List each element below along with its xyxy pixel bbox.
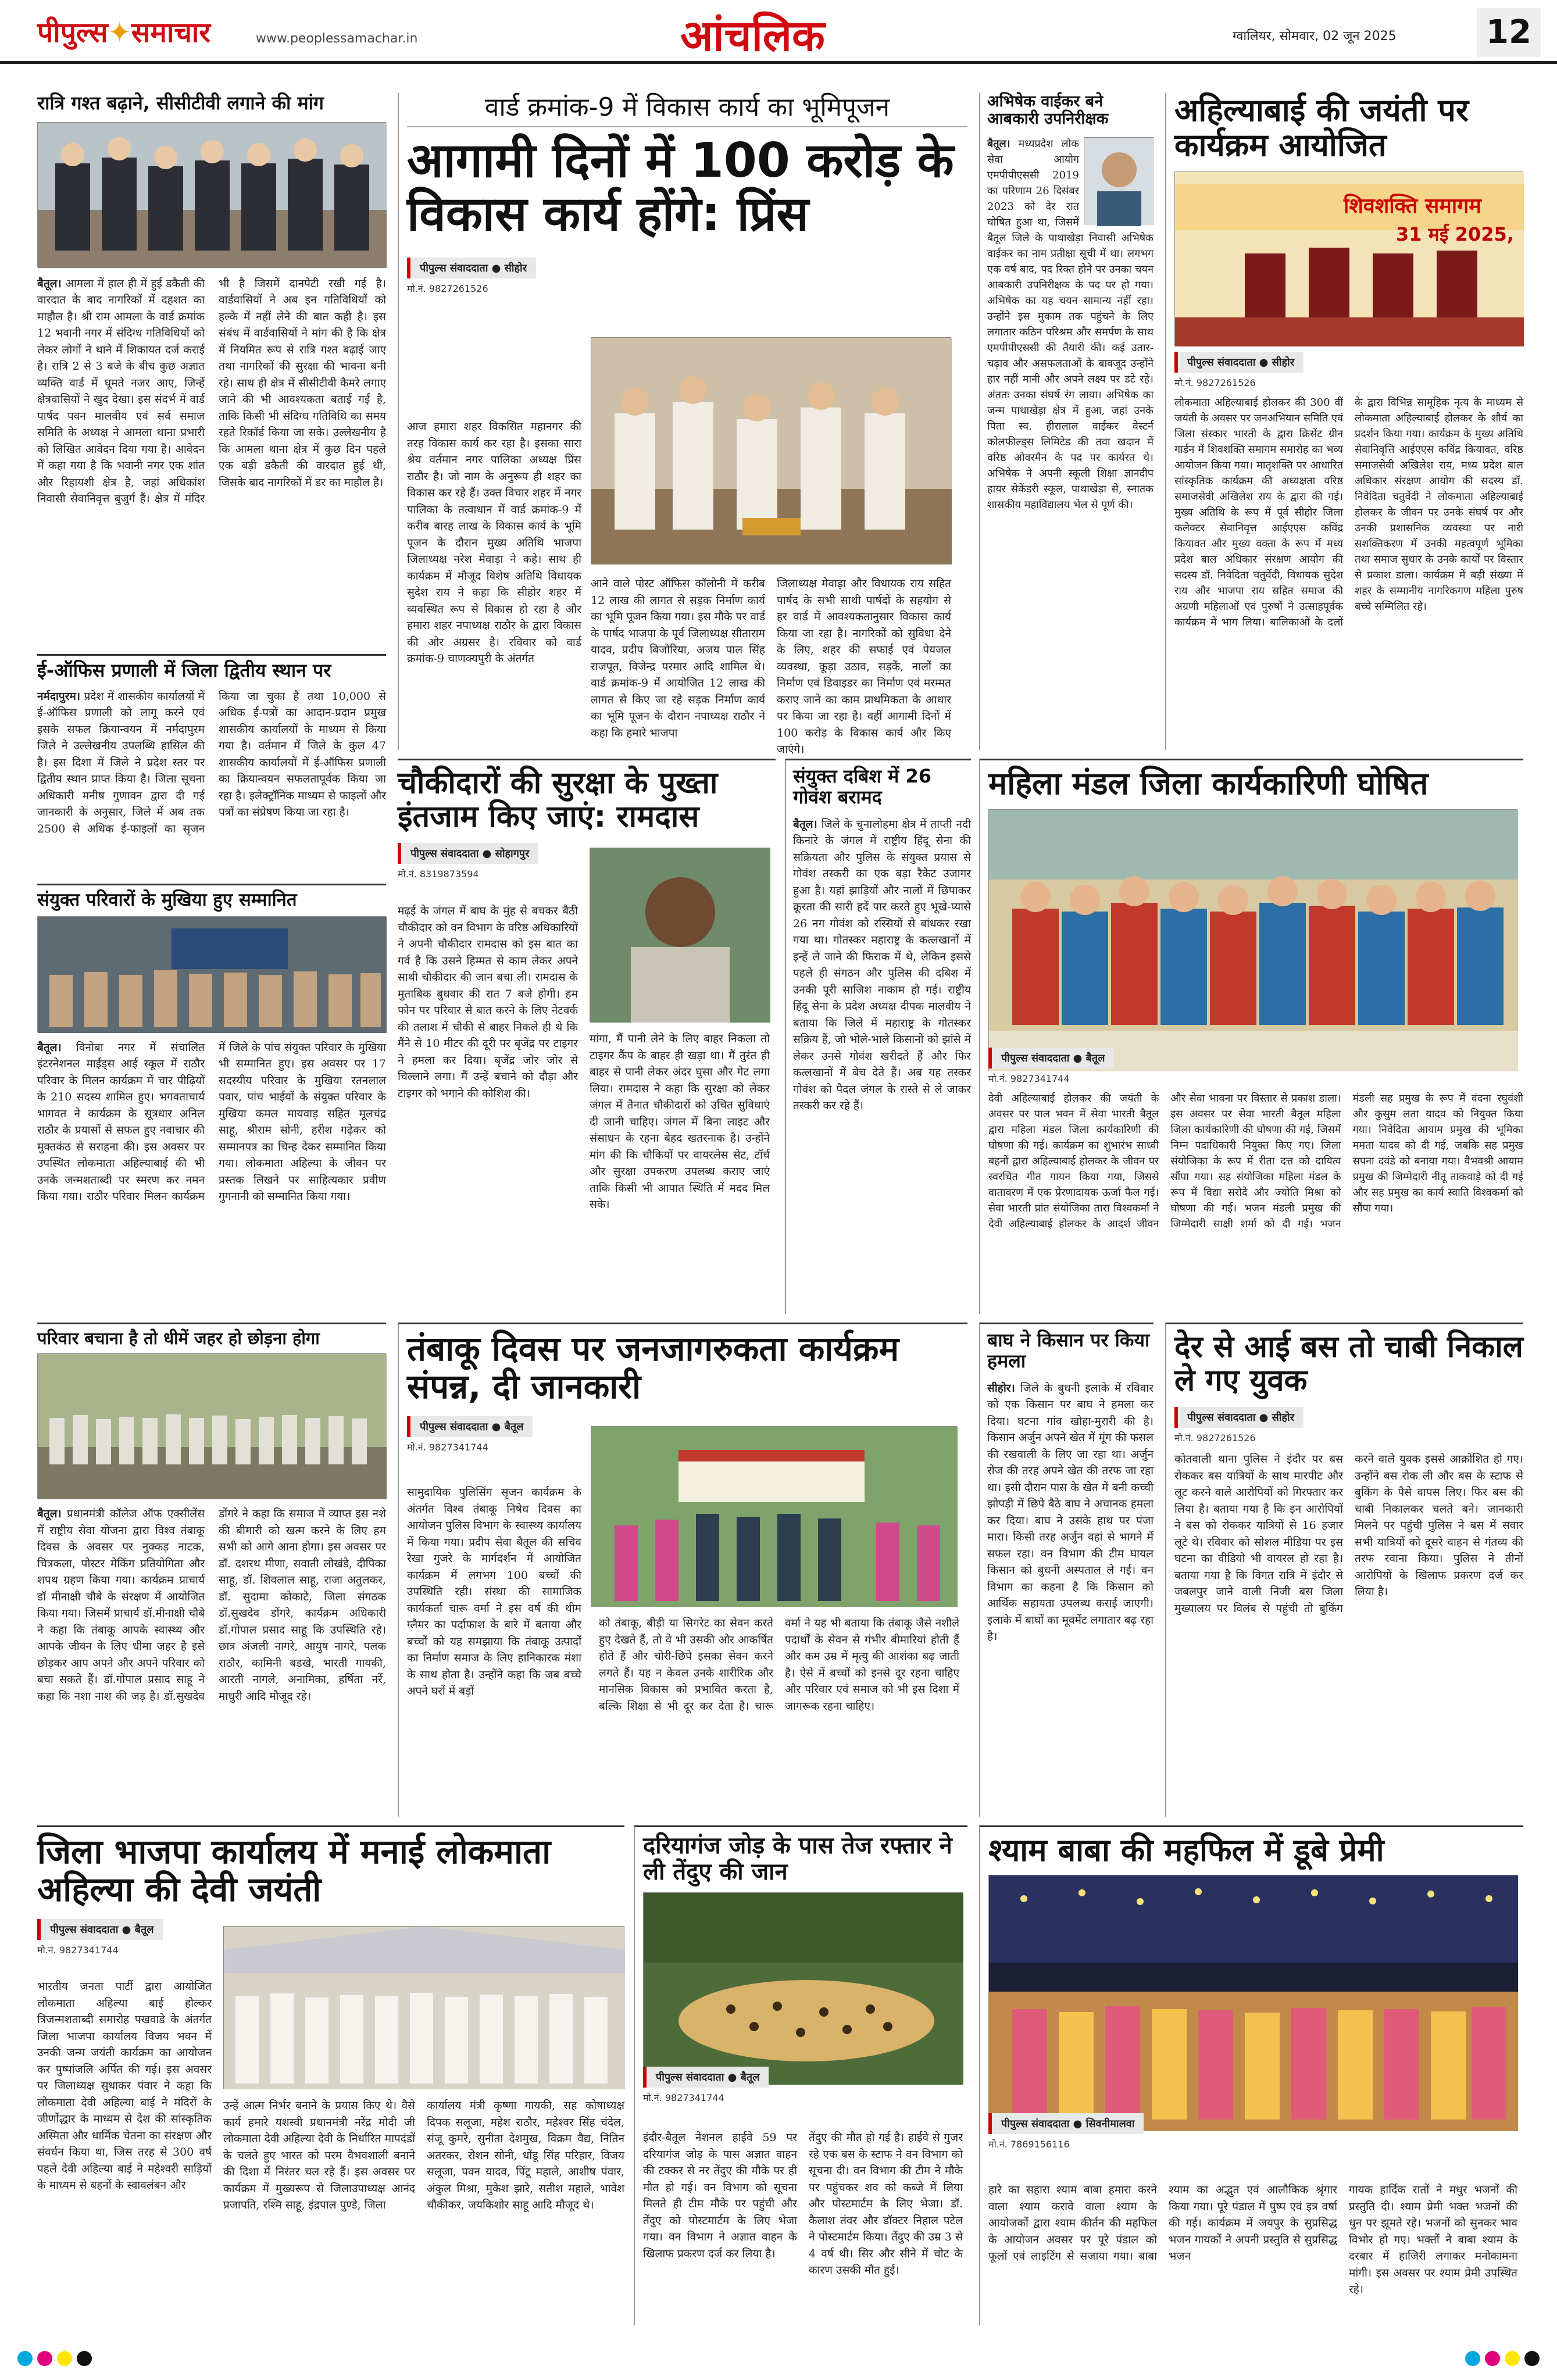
dateline-place: बैतूल। xyxy=(793,817,817,831)
headline: संयुक्त दबिश में 26 गोवंश बरामद xyxy=(793,765,931,808)
story-tiger-attack xyxy=(979,1323,1154,1817)
dateline-place: नर्मदापुरम। xyxy=(37,689,81,703)
mobile-number: मो.नं. 9827341744 xyxy=(643,2092,724,2103)
story-excise-inspector xyxy=(979,93,1154,750)
article-body: प्रदेश में शासकीय कार्यालयों में ई-ऑफिस प्रणाली को लागू करने एवं इसके सफल क्रियान्वयन में नर्मदापुरम जिले ने उल्लेखनीय उपलब्धि हासिल की है। इस दिशा में जिले ने प्रदेश स्तर पर द्वितीय स्थान प्राप्त किया है। जिला सूचना अधिकारी मनीष गुणावन द्वारा दी गई जानकारी के अनुसार, जिले में अब तक 2500 से अधिक ई-फाइलों का सृजन किया जा चुका है तथा 10,000 से अधिक ई-पत्रों का आदान-प्रदान प्रमुख शासकीय कार्यालयों के माध्यम से किया गया है। वर्तमान में जिले के कुल 47 शासकीय कार्यालयों में ई-ऑफिस प्रणाली का क्रियान्वयन सफलतापूर्वक किया जा रहा है। इलेक्ट्रॉनिक माध्यम से फाइलों और पत्रों का संप्रेषण किया जा रहा है। xyxy=(37,689,386,835)
article-text xyxy=(793,816,971,1293)
photo-awareness-rally xyxy=(591,1426,957,1606)
headline: संयुक्त परिवारों के मुखिया हुए सम्मानित xyxy=(37,889,297,910)
photo-family-reunion xyxy=(37,916,386,1032)
photo-bjp-office xyxy=(223,1926,624,2089)
article-body: प्रधानमंत्री कॉलेज ऑफ एक्सीलेंस में राष्ट्रीय सेवा योजना द्वारा विश्व तंबाकू दिवस के अवसर पर नुक्कड़ नाटक, चित्रकला, पोस्टर मेकिंग प्रतियोगिता और शपथ ग्रहण किया गया। कार्यक्रम प्राचार्य डॉ मीनाक्षी चौबे के संरक्षण में आयोजित किया गया। जिसमें प्राचार्य डॉ.मीनाक्षी चौबे ने कहा कि तंबाकू आपके स्वास्थ्य और आपके जीवन के लिए धीमा जहर है इसे छोड़कर आप अपने और अपने परिवार को बचा सकते हैं। डॉ.गोपाल प्रसाद साहू ने कहा कि नशा नाश की जड़ है। डॉ.सुखदेव डोंगरे ने कहा कि समाज में व्याप्त इस नशे की बीमारी को खत्म करने के लिए हम सभी को आगे आना होगा। इस अवसर पर डॉ. दशरथ मीणा, सवाती लोखंडे, दीपिका साहू, डॉ. शिवलाल साहू, राजा अतुलकर, डॉ. सुदामा कोकाटे, जिला संगठक डॉ.सुखदेव डोंगरे, कार्यक्रम अधिकारी डॉ.गोपाल प्रसाद साहू कि उपस्थिति रहे। छात्र अंजली नागरे, आयुष नागरे, पलक राठौर, कामिनी बडखे, भारती गायकी, आरती नागले, अनामिका, हर्षिता नर्रे, माधुरी आदि मौजूद रहे। xyxy=(37,1507,386,1703)
dateline: ग्वालियर, सोमवार, 02 जून 2025 xyxy=(1233,29,1397,44)
byline-block xyxy=(1174,1407,1349,1444)
article-col-1: आज हमारा शहर विकसित महानगर की तरह विकास कार्य कर रहा है। इसका सारा श्रेय वर्तमान नगर पालिका अध्यक्ष प्रिंस राठौर है। जो नाम के अनुरूप ही शहर का विकास कर रहे हैं। उक्त विचार शहर में नगर पालिका के तत्वाधान में वार्ड क्रमांक-9 में करीब बारह लाख के विकास कार्य के भूमि पूजन के दौरान मुख्य अतिथि भाजपा जिलाध्यक्ष नरेश मेवाड़ा ने कहे। साथ ही कार्यक्रम में मौजूद विशेष अतिथि विधायक सुदेश राय ने कहा कि सीहोर शहर में व्यवस्थित रूप से विकास हो रहा है और हमारा शहर नपाध्यक्ष राठौर के द्वारा विकास की ओर अग्रसर है। रविवार को वार्ड क्रमांक-9 चाणक्यपुरी के अंतर्गत xyxy=(407,420,581,665)
article-text: कोतवाली थाना पुलिस ने इंदौर पर बस रोककर बस यात्रियों के साथ मारपीट और लूट करने वाले आरोपियों को गिरफ्तार कर लिया है। बताया गया है कि इन आरोपियों ने बस को रोककर यात्रियों से 16 हजार लूटे थे। रविवार को सोशल मीडिया पर इस घटना का वीडियो भी वायरल हो रहा है। बताया गया है कि विगत रात्रि में इंदौर से जबलपुर जाने वाली निजी बस जिला मुख्यालय पर विलंब से पहुंची तो बुकिंग करने वाले युवक इससे आक्रोशित हो गए। उन्होंने बस रोक ली और बस के स्टाफ से बुकिंग के पैसे वापस लिए। फिर बस की चाबी निकालकर चलते बने। जानकारी मिलने पर पहुंची पुलिस ने बस में सवार सभी यात्रियों को दूसरे वाहन से गंतव्य की तरफ रवाना किया। पुलिस ने तीनों आरोपियों के खिलाफ प्रकरण दर्ज कर लिया है। xyxy=(1174,1453,1523,1615)
dateline-place: बैतूल। xyxy=(987,138,1010,151)
mobile-number: मो.नं. 9827261526 xyxy=(1174,377,1256,388)
article-columns xyxy=(643,2129,963,2321)
headline: अहिल्याबाई की जयंती पर कार्यक्रम आयोजित xyxy=(1174,92,1469,164)
story-joint-families xyxy=(37,884,386,1314)
article-body: विनोबा नगर में संचालित इंटरनेशनल माईंड्स आई स्कूल में राठौर परिवार के मिलन कार्यक्रम में चार पीढ़ियों के 210 सदस्य शामिल हुए। भगवताचार्य भागवत ने कार्यक्रम के सूत्रधार अनिल राठौर के प्रयासों से सफल हुए नवाचार की मुक्तकंठ से सराहना की। इस अवसर पर उपस्थित लोकमाता अहिल्याबाई की भी उनके जन्मशताब्दी पर स्मरण कर नमन किया गया। राठौर परिवार मिलन कार्यक्रम में जिले के पांच संयुक्त परिवार के मुखिया भी सम्मानित हुए। इस अवसर पर 17 सदस्यीय परिवार के मुखिया रतनलाल पवार, पांच भाईयों के संयुक्त परिवार के मुखिया कमल मायवाड़ सहित मूलचंद्र साहू, श्रीराम सोनी, हरीश गढ़ेकर को सम्मानपत्र का चिन्ह देकर सम्मानित किया गया। लोकमाता अहिल्या के जीवन पर प्रस्तक लिखने पर साहित्यकार प्रवीण गुगनानी को सम्मानित किया गया। xyxy=(37,1041,386,1203)
registration-dot-cyan-right xyxy=(1465,2351,1480,2366)
headline: परिवार बचाना है तो धीमें जहर हो छोड़ना होगा xyxy=(37,1328,320,1348)
headline: देर से आई बस तो चाबी निकाल ले गए युवक xyxy=(1174,1330,1523,1399)
headline: आगामी दिनों में 100 करोड़ के विकास कार्य होंगे: प्रिंस xyxy=(407,133,954,242)
mobile-number: मो.नं. 7869156116 xyxy=(988,2139,1070,2150)
photo-abhishek xyxy=(1084,137,1154,224)
byline: पीपुल्स संवाददाता ● बैतूल xyxy=(37,1919,163,1940)
story-night-patrol xyxy=(37,93,386,645)
photo-banner-text: शिवशक्ति समागम xyxy=(1344,194,1481,218)
byline: पीपुल्स संवाददाता ● सोहागपुर xyxy=(398,843,538,864)
registration-dot-magenta-right xyxy=(1485,2351,1500,2366)
headline: चौकीदारों की सुरक्षा के पुख्ता इंतजाम किए जाएं: रामदास xyxy=(398,766,718,835)
byline: पीपुल्स संवाददाता ● सीहोर xyxy=(407,258,536,278)
story-watchmen-safety xyxy=(398,759,776,1314)
article-body: आमला में हाल ही में हुई डकैती की वारदात के बाद नागरिकों में दहशत का माहौल है। श्री राम आमला के वार्ड क्रमांक 12 भवानी नगर में संदिग्ध गतिविधियों को लेकर लोगों ने थाने में शिकायत दर्ज कराई है। रात्रि 2 से 3 बजे के बीच कुछ अज्ञात व्यक्ति वार्ड में घूमते नजर आए, जिन्हें क्षेत्रवासियों ने खुद देखा। इस संदर्भ में वार्ड पार्षद पवन मालवीय एवं सर्व समाज समिति के अध्यक्ष ने आमला थाना प्रभारी को लिखित आवेदन दिया गया है। आवेदन में कहा गया है कि भवानी नगर एक शांत और रिहायशी क्षेत्र है, जहां अधिकांश निवासी सेवानिवृत्त बुजुर्ग हैं। क्षेत्र में मंदिर भी है जिसमें दानपेटी रखी गई है। वार्डवासियों ने अब इन गतिविधियों को हल्के में नहीं लेने की बात कही है। इस संबंध में वार्डवासियों ने मांग की है कि क्षेत्र में नियमित रूप से रात्रि गश्त बढ़ाई जाए तथा नागरिकों की सुरक्षा की भावना बनी रहे। साथ ही क्षेत्र में सीसीटीवी कैमरे लगाए जाने की भी आवश्यकता बताई गई है, ताकि किसी भी संदिग्ध गतिविधि का समय रहते रिकॉर्ड किया जा सके। उल्लेखनीय है कि आमला थाना क्षेत्र में कुछ दिन पहले एक बड़ी डकैती की वारदात हुई थी, जिसके बाद नागरिकों में डर का माहौल है। xyxy=(37,277,386,506)
mobile-number: मो.नं. 8319873594 xyxy=(398,869,479,880)
registration-dot-black-right xyxy=(1524,2351,1540,2366)
mobile-number: मो.नं. 9827261526 xyxy=(407,283,488,294)
photo-petition xyxy=(37,122,386,267)
article-text xyxy=(37,1039,386,1313)
registration-dot-black xyxy=(77,2351,92,2366)
article-col-1: भारतीय जनता पार्टी द्वारा आयोजित लोकमाता अहिल्या बाई होल्कर त्रिजन्मशताब्दी समारोह पखवाडे के अंतर्गत जिला भाजपा कार्यालय विजय भवन में उनकी जन्म जयंती कार्यक्रम का आयोजन कर पुष्पांजलि अर्पित की गई। इस अवसर पर जिलाध्यक्ष सुधाकर पंवार ने कहा कि लोकमाता देवी अहिल्या बाई ने मंदिरों के जीर्णोद्धार के माध्यम से देश की सांस्कृतिक अस्मिता और धार्मिक चेतना का संरक्षण और संवर्धन किया था, जिस तरह से 300 वर्ष पहले देवी अहिल्या बाई ने महेश्वरी साड़ियों के माध्यम से बहनों के स्वावलंबन और xyxy=(37,1980,212,2192)
registration-dot-magenta xyxy=(37,2351,52,2366)
photo-banner-date: 31 मई 2025, xyxy=(1396,223,1514,245)
headline: रात्रि गश्त बढ़ाने, सीसीटीवी लगाने की मांग xyxy=(37,92,324,114)
byline: पीपुल्स संवाददाता ● सीहोर xyxy=(1174,1407,1304,1428)
logo-right: समाचार xyxy=(131,16,210,49)
story-bjp-office-jayanti xyxy=(37,1825,624,2325)
headline: जिला भाजपा कार्यालय में मनाई लोकमाता अहिल्या की देवी जयंती xyxy=(37,1832,551,1909)
byline: पीपुल्स संवाददाता ● बैतूल xyxy=(643,2067,769,2088)
byline-block xyxy=(1174,352,1349,389)
article-col-2: गायक हार्दिक रातों ने मधुर भजनों की प्रस्तुति दी। श्याम प्रेमी भक्त भजनों की धुन पर झूमते रहे। भजनों को सुनकर भाव विभोर हो गए। भक्तों ने बाबा श्याम के दरबार में हाजिरी लगाकर मनोकामना मांगी। इस अवसर पर श्याम प्रेमी उपस्थित रहे। xyxy=(1349,2184,1517,2296)
headline: ई-ऑफिस प्रणाली में जिला द्वितीय स्थान पर xyxy=(37,659,331,681)
byline-block xyxy=(988,2113,1163,2150)
byline: पीपुल्स संवाददाता ● सीहोर xyxy=(1174,352,1304,373)
mobile-number: मो.नं. 9827341744 xyxy=(37,1944,119,1956)
byline: पीपुल्स संवाददाता ● सिवनीमालवा xyxy=(988,2113,1144,2134)
byline: पीपुल्स संवाददाता ● बैतूल xyxy=(988,1048,1114,1069)
article-col-1: सामुदायिक पुलिसिंग सृजन कार्यक्रम के अंतर्गत विश्व तंबाकू निषेध दिवस का आयोजन पुलिस विभाग के स्वास्थ्य कार्यालय में किया गया। प्रदीप सेवा बैतूल की सचिव रेखा गुजरे के मार्गदर्शन में आयोजित कार्यक्रम में लगभग 100 बच्चों की उपस्थिति रही। संस्था की सामाजिक कार्यकर्ता चारू वर्मा ने इस वर्ष की थीम ग्लैमर का पर्दाफाश के बारे में बताया और बच्चों को यह समझाया कि तंबाकू उत्पादों का निर्माण समाज के लिए हानिकारक मंशा के साथ होता है। उन्होंने कहा कि जब बच्चे अपने घरों में बड़ों xyxy=(407,1486,581,1698)
dateline-place: बैतूल। xyxy=(37,1507,62,1521)
article-col-2: उन्हें आत्म निर्भर बनाने के प्रयास किए थे। वैसे कार्य हमारे यशस्वी प्रधानमंत्री नरेंद्र मोदी जी लोकमाता देवी अहिल्या देवी के निर्धारित मापदंडों के चलते हुए भारत को परम वैभवशाली बनाने की दिशा में निरंतर चल रहे हैं। इस अवसर पर कार्यक्रम में मुख्यरूप से जिलाउपाध्यक्ष आनंद प्रजापति, रश्मि साहू, इंद्रपाल पुण्डे, जिला xyxy=(223,2099,415,2211)
article-body: जिले के चुनालोहमा क्षेत्र में ताप्ती नदी किनारे के जंगल में राष्ट्रीय हिंदू सेना की सक्रियता और पुलिस के संयुक्त प्रयास से गोवंश तस्करी का एक बड़ा रैकेट उजागर हुआ है। यहां झाड़ियों और नालों में छिपाकर क्रूरता की सारी हदें पार करते हुए भूखे-प्यासे 26 नग गोवंश को रस्सियों से बांधकर रखा गया था। गोतस्कर महाराष्ट्र के कत्लखानों में इन्हें ले जाने की फिराक में थे, लेकिन इससे पहले ही संगठन और पुलिस की दबिश में उनकी पूरी साजिश नाकाम हो गई। राष्ट्रीय हिंदू सेना के प्रदेश अध्यक्ष दीपक मालवीय ने बताया कि जिले में महाराष्ट्र के गोतस्कर सक्रिय हैं, जो भोले-भाले किसानों को झांसे में लेकर उनसे गोवंश खरीदते हैं और फिर कत्लखानों में बेच देते हैं। अब यह तस्कर गोवंश को पैदल जंगल के रास्ते से ले जाकर तस्करी कर रहे हैं। xyxy=(793,817,971,1113)
byline-block xyxy=(407,258,581,295)
byline-block xyxy=(37,1919,212,1956)
photo-shivshakti-samagam xyxy=(1174,171,1523,346)
mobile-number: मो.नं. 9827341744 xyxy=(988,1073,1070,1085)
article-col-1: मढ़ई के जंगल में बाघ के मुंह से बचकर बैठी चौकीदार को वन विभाग के वरिष्ठ अधिकारियों ने अपनी चौकीदार रामदास को इस बात का गर्व है कि उसने हिम्मत से काम लेकर अपने साथी चौकीदार की जान बचा ली। रामदास के मुताबिक बुधवार की रात 7 बजे होगी। हम फोन पर परिवार से बात करने के लिए नेटवर्क की तलाश में चौकी से बाहर निकले ही थे कि मैंने से 10 मीटर की दूरी पर बृजेंद्र पर टाइगर ने हमला कर दिया। बृजेंद्र जोर जोर से चिल्लाने लगा। मैं उन्हें बचाने को दौड़ा और टाइगर को भगाने की कोशिश की। xyxy=(398,905,578,1100)
article-text xyxy=(37,1506,386,1802)
headline: दरियागंज जोड़ के पास तेज रफ्तार ने ली तेंदुए की जान xyxy=(643,1832,952,1885)
photo-bhajan-gathering xyxy=(988,1875,1517,2131)
byline-block xyxy=(988,1048,1163,1085)
logo-left: पीपुल्स xyxy=(37,16,108,49)
article-col-2: मांगा, मैं पानी लेने के लिए बाहर निकला तो टाइगर कैंप के बाहर ही खड़ा था। मैं तुरंत ही बाहर से पानी लेकर अंदर घुसा और गेट लगा लिया। रामदास ने कहा कि सुरक्षा को लेकर जंगल में तैनात चौकीदारों को उचित सुविधाएं दी जानी चाहिए। जंगल में बिना लाइट और संसाधन के रहना बेहद खतरनाक है। उन्होंने मांग की कि चौकियों पर वायरलेस सेट, टॉर्च और सुरक्षा उपकरण उपलब्ध कराए जाएं ताकि किसी भी आपात स्थिति में मदद मिल सके। xyxy=(590,1032,770,1211)
page-number: 12 xyxy=(1477,8,1541,57)
headline: महिला मंडल जिला कार्यकारिणी घोषित xyxy=(988,765,1429,802)
article-col-2: तेंदुए की मौत हो गई है। हाईवे से गुजर रहे एक बस के स्टाफ ने वन विभाग को सूचना दी। वन विभाग की टीम ने मौके पर पहुंचकर शव को कब्जे में लिया और पोस्टमार्टम के लिए भेजा। डॉ. कैलाश तंवर और डॉक्टर निहाल पटेल ने पोस्टमार्टम किया। तेंदुए की उम्र 3 से 4 वर्ष थी। सिर और सीने में चोट के कारण उसकी मौत हुई। xyxy=(809,2131,963,2277)
dateline-place: सीहोर। xyxy=(987,1381,1015,1395)
article-columns xyxy=(988,2182,1517,2321)
story-ahilyabai-jayanti xyxy=(1165,93,1523,750)
article-col-1: इंदौर-बैतूल नेशनल हाईवे 59 पर दरियागंज जोड़ के पास अज्ञात वाहन की टक्कर से नर तेंदुए की मौके पर ही मौत हो गई। वन विभाग को सूचना मिलते ही टीम मौके पर पहुंची और तेंदुए को पोस्टमार्टम के लिए भेजा गया। वन विभाग ने अज्ञात वाहन के खिलाफ प्रकरण दर्ज कर लिया है। xyxy=(643,2131,797,2260)
photo-bhoomi-pujan xyxy=(591,337,951,564)
dateline-place: बैतूल। xyxy=(37,1041,62,1054)
story-development-works xyxy=(398,92,967,756)
byline-block xyxy=(643,2067,817,2104)
kicker: वार्ड क्रमांक-9 में विकास कार्य का भूमिपूजन xyxy=(407,93,967,127)
dateline-place: बैतूल। xyxy=(37,277,62,290)
article-body: जिले के बुधनी इलाके में रविवार को एक किसान पर बाघ ने हमला कर दिया। घटना गांव खोहा-मुरारी की है। किसान अर्जुन अपने खेत में मूंग की फसल की रखवाली के लिए जा रहा था। अर्जुन रोज की तरह अपने खेत की तरफ जा रहा था। इसी दौरान पास के खेत में बनी कच्ची झोपड़ी में छिपे बैठे बाघ ने अचानक हमला कर दिया। बाघ ने उसके हाथ पर पंजा मारा। किसी तरह अर्जुन वहां से भागने में सफल रहा। वन विभाग की टीम घायल किसान को बुधनी अस्पताल ले गई। वन विभाग का कहना है कि किसान को आर्थिक सहायता उपलब्ध कराई जाएगी। इलाके में बाघों का मूवमेंट लगातार बढ़ रहा है। xyxy=(987,1381,1154,1643)
story-shyam-baba xyxy=(979,1825,1523,2325)
story-cattle-rescue xyxy=(785,759,971,1314)
registration-marks xyxy=(0,2349,1557,2372)
photo-watchman-ramdas xyxy=(590,848,770,1022)
photo-mahila-mandal-group xyxy=(988,809,1517,1071)
byline-block xyxy=(407,1416,581,1453)
mobile-number: मो.नं. 9827341744 xyxy=(407,1441,488,1453)
article-col-1: हारे का सहारा श्याम बाबा हमारा करने वाला श्याम करावे वाला श्याम के आयोजकों द्वारा श्याम कीर्तन की महफिल के आयोजन अवसर पर पूरे पंडाल को फूलों एवं लाइटिंग से सजाया गया। बाबा श्याम का अद्भुत एवं आलौकिक श्रृंगार किया गया। पूरे पंडाल में पुष्प एवं इत्र वर्षा की गई। कार्यक्रम में जयपुर के सुप्रसिद्ध भजन गायकों ने अपनी प्रस्तुति से सुप्रसिद्ध भजन xyxy=(988,2184,1337,2263)
article-text xyxy=(987,1380,1154,1799)
article-col-2: को तंबाकू, बीड़ी या सिगरेट का सेवन करते हुए देखते हैं, तो वे भी उसकी ओर आकर्षित होते हैं और चोरी-छिपे इसका सेवन करने लगते हैं। यह न केवल उनके शारीरिक और मानसिक विकास को प्रभावित करता है, बल्कि शिक्षा से भी दूर कर देता है। चारू वर्मा ने यह भी बताया कि तंबाकू जैसे नशीले पदार्थों के सेवन से गंभीर बीमारियां होती हैं और कम उम्र में मृत्यु की आशंका बढ़ जाती है। ऐसे में बच्चों को इनसे दूर रहना चाहिए और परिवार एवं समाज को भी इस दिशा में जागरूक रहना चाहिए। xyxy=(599,1617,959,1713)
story-tobacco-slow-poison xyxy=(37,1323,386,1817)
headline: अभिषेक वाईकर बने आबकारी उपनिरीक्षक xyxy=(987,92,1109,128)
article-text xyxy=(37,276,386,653)
article-text: देवी अहिल्याबाई होलकर की जयंती के अवसर पर पाल भवन में सेवा भारती बैतूल द्वारा महिला मंडल जिला कार्यकारिणी की घोषणा की गई। कार्यक्रम का शुभारंभ साध्वी बहनों द्वारा अहिल्याबाई होलकर के जीवन पर स्वरचित गीत गायन किया गया, जिससे वातावरण में एक प्रेरणादायक ऊर्जा फैल गई। सेवा भारती प्रांत संयोजिका तारा विश्वकर्मा ने देवी अहिल्याबाई होलकर के आदर्श जीवन और सेवा भावना पर विस्तार से प्रकाश डाला। इस अवसर पर सेवा भारती बैतूल महिला जिला कार्यकारिणी की घोषणा की गई, जिसमें निम्न पदाधिकारी नियुक्त किए गए। जिला संयोजिका के रूप में रीता दत्त को दायित्व सौंपा गया। सह संयोजिका महिला मंडल के रूप में विद्या सरोदे और ज्योति मिश्रा को घोषणा की गई। भजन मंडली प्रमुख की जिम्मेदारी साक्षी शर्मा को दी गई। भजन मंडली सह प्रमुख के रूप में वंदना रघुवंशी और कुसुम लता यादव को नियुक्त किया गया। निवेदिता आयाम प्रमुख की भूमिका ममता यादव को दी गई, जबकि सह प्रमुख सपना दवंडे को बनाया गया। वैभवश्री आयाम प्रमुख की जिम्मेदारी नीतू ताकवाड़े को दी गई और सह प्रमुख का कार्य स्वाति विश्वकर्मा को सौंपा गया। xyxy=(988,1092,1523,1231)
headline: तंबाकू दिवस पर जनजागरुकता कार्यक्रम संपन्न, दी जानकारी xyxy=(407,1329,899,1406)
byline-block xyxy=(398,843,572,880)
headline: बाघ ने किसान पर किया हमला xyxy=(987,1329,1150,1372)
registration-dot-yellow-right xyxy=(1505,2351,1520,2366)
article-col-2: आने वाले पोस्ट ऑफिस कॉलोनी में करीब 12 लाख की लागत से सड़क निर्माण कार्य का भूमि पूजन किया गया। इस मौके पर वार्ड के पार्षद भाजपा के पूर्व जिलाध्यक्ष सीताराम यादव, प्रदीप बिजोरिया, अजय पाल सिंह राजपूत, विजेन्द्र परमार आदि शामिल थे। वार्ड क्रमांक-9 में आयोजित 12 लाख की लागत से किए जा रहे सड़क निर्माण कार्य का भूमि पूजन के दौरान नपाध्यक्ष राठौर ने कहा कि हमारे भाजपा xyxy=(591,577,765,739)
article-col-3: जिलाध्यक्ष मेवाड़ा और विधायक राय सहित पार्षद के सभी साथी पार्षदों के सहयोग से हर वार्ड में आवश्यकतानुसार विकास कार्य किया जा रहा है। नागरिकों को सुविधा देने के लिए, शहर की सफाई एवं पेयजल व्यवस्था, कूड़ा उठाव, सड़कें, नालों का निर्माण एवं डिवाइडर का निर्माण एवं मरम्मत कराए जाने का काम प्राथमिकता के आधार पर किया जा रहा है। वहीं आगामी दिनों में 100 करोड़ के विकास कार्य और किए जाएंगे। xyxy=(777,577,951,756)
registration-dot-cyan xyxy=(17,2351,33,2366)
story-bus-keys xyxy=(1165,1323,1523,1817)
story-e-office xyxy=(37,654,386,869)
byline: पीपुल्स संवाददाता ● बैतूल xyxy=(407,1416,533,1437)
mobile-number: मो.नं. 9827261526 xyxy=(1174,1432,1256,1444)
article-col-3: कार्यालय मंत्री कृष्णा गायकी, सह कोषाध्यक्ष दिपक सलूजा, महेश राठौर, महेश्वर सिंह चंदेल, संजू कुमरे, सुनीता देशमुख, विक्रम वैद्य, नितिन अतरकर, रोशन सोनी, धोंडू सिंह परिहार, विजय सलूजा, पवन यादव, पिंटू महाले, आशीष पंवार, अंकुल मिश्रा, मुकेश झारे, सतीश महाले, भावेश चौकीकर, जयकिशोर साहू आदि मौजूद थे। xyxy=(427,2099,624,2211)
article-text: लोकमाता अहिल्याबाई होलकर की 300 वीं जयंती के अवसर पर जनअभियान समिति एवं जिला संस्कार भारती के द्वारा क्रिसेंट ग्रीन गार्डन में शिवशक्ति समागम समारोह का भव्य आयोजन किया गया। मातृशक्ति पर आधारित सांस्कृतिक कार्यक्रम की अध्यक्षता वरिष्ठ समाजसेवी अखिलेश राय के द्वारा की गई। मुख्य अतिथि के रूप में पूर्व सीहोर जिला कलेक्टर सेवानिवृत्त आईएएस कविंद्र कियावत और मुख्य वक्ता के रूप में मध्य प्रदेश बाल अधिकार संरक्षण आयोग की सदस्य डॉ. निवेदिता चतुर्वेदी, विधायक सुदेश राय और भाजपा राय सहित समाज की अग्रणी महिलाओं एवं पुरुषों ने उत्साहपूर्वक कार्यक्रम में भाग लिया। बालिकाओं के दलों के द्वारा विभिन्न सामूहिक नृत्य के माध्यम से लोकमाता अहिल्याबाई होलकर के शौर्य का प्रदर्शन किया गया। कार्यक्रम के मुख्य अतिथि सेवानिवृत्ति आईएएस कविंद्र कियावत, वरिष्ठ समाजसेवी अखिलेश राय, मध्य प्रदेश बाल अधिकार संरक्षण आयोग की सदस्य डॉ. निवेदिता चतुर्वेदी ने लोकमाता अहिल्याबाई होलकर के जीवन पर उनके संघर्ष पर और उनकी प्रशासनिक व्यवस्था पर नारी सशक्तिकरण में उनकी महत्वपूर्ण भूमिका तथा समाज सुधार के उनके कार्यों पर विस्तार से प्रकाश डाला। कार्यक्रम में बड़ी संख्या में शहर के सम्मानीय नागरिकगण महिला पुरुष बच्चे सम्मिलित रहे। xyxy=(1174,396,1523,628)
story-leopard-death xyxy=(634,1825,967,2325)
story-tobacco-day xyxy=(398,1323,967,1817)
masthead xyxy=(0,0,1557,64)
story-mahila-mandal xyxy=(979,759,1523,1314)
newspaper-logo: पीपुल्स✦समाचार xyxy=(37,16,210,49)
article-text xyxy=(37,688,386,863)
photo-dead-leopard xyxy=(643,1892,963,2084)
section-title: आंचलिक xyxy=(680,11,825,61)
site-url[interactable]: www.peoplessamachar.in xyxy=(256,31,418,46)
photo-students-oath xyxy=(37,1353,386,1499)
registration-dot-yellow xyxy=(57,2351,72,2366)
article-body: मध्यप्रदेश लोक सेवा आयोग एमपीपीएससी 2019 का परिणाम 26 दिसंबर 2023 को देर रात घोषित हुआ था, जिसमें बैतूल जिले के पाथाखेड़ा निवासी अभिषेक वाईकर का नाम प्रतीक्षा सूची में था। लगभग एक वर्ष बाद, पद रिक्त होने पर उनका चयन आबकारी उपनिरीक्षक के पद पर हो गया। अभिषेक का यह चयन सामान्य नहीं रहा। उन्होंने इस मुकाम तक पहुंचने के लिए लगातार कठिन परिश्रम और समर्पण के साथ एमपीपीएससी की तैयारी की। कई उतार-चढ़ाव और असफलताओं के बावजूद उन्होंने हार नहीं मानी और अपने लक्ष्य पर डटे रहे। अंततः उनका संघर्ष रंग लाया। अभिषेक का जन्म पाथाखेड़ा क्षेत्र में हुआ, जहां उनके पिता स्व. हीरालाल वाईकर वेस्टर्न कोलफील्ड्स लिमिटेड की तवा खदान में वरिष्ठ ओवरमैन के पद पर कार्यरत थे। अभिषेक ने अपनी स्कूली शिक्षा ज्ञानदीप हायर सेकेंडरी स्कूल, पाथाखेड़ा से, स्नातक शासकीय महाविद्यालय भेल से पूर्ण की। xyxy=(987,138,1154,512)
headline: श्याम बाबा की महफिल में डूबे प्रेमी xyxy=(988,1832,1384,1868)
